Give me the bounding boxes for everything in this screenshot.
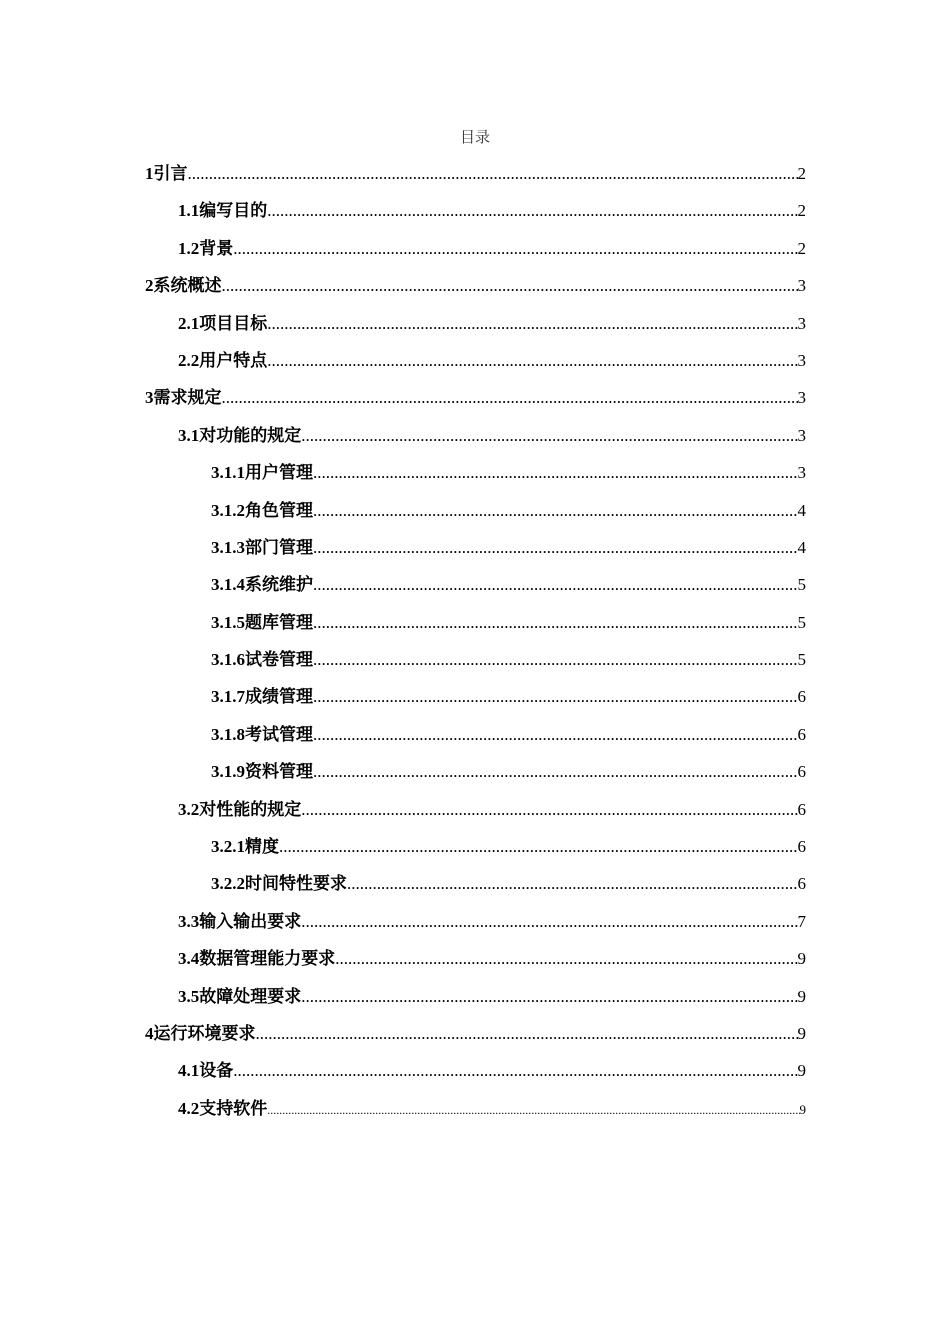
toc-entry-page: 5 xyxy=(797,575,806,595)
toc-title: 目录 xyxy=(459,130,490,146)
toc-entry-page: 5 xyxy=(797,612,806,632)
toc-dot-leader xyxy=(313,756,798,788)
toc-entry[interactable] xyxy=(145,233,806,270)
toc-entry-page: 9 xyxy=(797,986,806,1006)
toc-entry[interactable] xyxy=(145,719,806,756)
toc-entry-number: 3 xyxy=(145,388,154,408)
toc-entry-page: 7 xyxy=(797,911,806,931)
toc-entry-page: 2 xyxy=(797,201,806,221)
toc-entry-label: 故障处理要求 xyxy=(199,986,302,1006)
toc-entry-label: 用户特点 xyxy=(199,350,268,370)
toc-entry[interactable] xyxy=(145,868,806,905)
table-of-contents xyxy=(145,158,806,1130)
toc-entry-label: 需求规定 xyxy=(153,388,222,408)
toc-entry-page: 2 xyxy=(797,164,806,183)
toc-entry[interactable] xyxy=(145,831,806,868)
toc-dot-leader xyxy=(267,1094,799,1126)
toc-dot-leader xyxy=(335,943,797,975)
toc-entry-page: 3 xyxy=(797,463,806,483)
toc-entry-number: 3.1.2 xyxy=(211,500,245,520)
toc-entry-page: 2 xyxy=(797,238,806,258)
toc-entry-label: 系统概述 xyxy=(153,276,222,296)
toc-entry[interactable] xyxy=(145,457,806,494)
toc-entry-number: 1.1 xyxy=(178,201,200,221)
toc-entry-number: 3.2 xyxy=(178,799,200,819)
toc-entry-page: 3 xyxy=(797,313,806,333)
toc-dot-leader xyxy=(313,681,798,713)
toc-entry[interactable] xyxy=(145,681,806,718)
toc-dot-leader xyxy=(188,158,798,190)
toc-entry-label: 数据管理能力要求 xyxy=(199,949,336,969)
toc-entry-label: 考试管理 xyxy=(245,724,313,744)
toc-entry-label: 设备 xyxy=(199,1061,234,1081)
toc-entry[interactable] xyxy=(145,495,806,532)
toc-entry[interactable] xyxy=(145,270,806,307)
toc-entry-label: 角色管理 xyxy=(245,500,313,520)
toc-dot-leader xyxy=(267,345,797,377)
toc-entry-number: 3.1.8 xyxy=(211,724,245,744)
toc-entry-label: 资料管理 xyxy=(245,762,313,782)
toc-dot-leader xyxy=(267,308,797,340)
toc-entry-label: 编写目的 xyxy=(199,201,268,221)
toc-entry-number: 3.1.9 xyxy=(211,762,245,782)
toc-dot-leader xyxy=(301,981,797,1013)
toc-entry-number: 2.1 xyxy=(178,313,200,333)
toc-entry-number: 2 xyxy=(145,276,154,296)
toc-entry[interactable] xyxy=(145,569,806,606)
toc-entry-number: 4.2 xyxy=(178,1098,200,1118)
toc-entry-page: 3 xyxy=(797,388,806,408)
toc-entry-number: 1.2 xyxy=(178,238,200,258)
toc-entry-label: 运行环境要求 xyxy=(153,1023,256,1043)
toc-entry-number: 4.1 xyxy=(178,1061,200,1081)
toc-dot-leader xyxy=(222,382,798,414)
toc-entry-label: 精度 xyxy=(245,837,279,857)
toc-entry-number: 3.2.1 xyxy=(211,837,245,857)
toc-entry-number: 3.1 xyxy=(178,425,200,445)
toc-entry[interactable] xyxy=(145,794,806,831)
toc-entry-page: 9 xyxy=(797,949,806,969)
toc-entry-label: 背景 xyxy=(199,238,234,258)
toc-entry-number: 3.5 xyxy=(178,986,200,1006)
toc-entry[interactable] xyxy=(145,382,806,419)
toc-entry-label: 题库管理 xyxy=(245,612,313,632)
toc-entry-label: 时间特性要求 xyxy=(245,874,347,894)
toc-entry-label: 输入输出要求 xyxy=(199,911,302,931)
toc-entry-label: 试卷管理 xyxy=(245,650,313,670)
toc-entry[interactable] xyxy=(145,1093,806,1130)
toc-entry[interactable] xyxy=(145,943,806,980)
toc-entry[interactable] xyxy=(145,195,806,232)
toc-entry-number: 3.1.3 xyxy=(211,537,245,557)
toc-entry-label: 系统维护 xyxy=(245,575,313,595)
toc-entry-number: 3.1.7 xyxy=(211,687,245,707)
toc-entry[interactable] xyxy=(145,345,806,382)
toc-entry-label: 成绩管理 xyxy=(245,687,313,707)
toc-entry-page: 3 xyxy=(797,425,806,445)
toc-entry-label: 引言 xyxy=(153,164,188,183)
toc-entry-number: 3.3 xyxy=(178,911,200,931)
toc-entry-page: 9 xyxy=(797,1061,806,1081)
toc-entry-page: 6 xyxy=(797,874,806,894)
toc-entry-page: 5 xyxy=(797,650,806,670)
toc-entry[interactable] xyxy=(145,756,806,793)
toc-dot-leader xyxy=(279,831,798,863)
toc-dot-leader xyxy=(301,906,797,938)
toc-entry-page: 9 xyxy=(797,1023,806,1043)
toc-entry-page: 9 xyxy=(799,1101,806,1117)
toc-entry-number: 3.1.4 xyxy=(211,575,245,595)
toc-dot-leader xyxy=(301,794,797,826)
toc-entry-number: 1 xyxy=(145,164,154,183)
toc-dot-leader xyxy=(233,233,797,265)
toc-dot-leader xyxy=(313,569,798,601)
toc-dot-leader xyxy=(313,644,798,676)
toc-entry[interactable] xyxy=(145,981,806,1018)
toc-dot-leader xyxy=(256,1018,798,1050)
toc-dot-leader xyxy=(313,457,798,489)
toc-entry-page: 6 xyxy=(797,687,806,707)
toc-entry-page: 6 xyxy=(797,837,806,857)
toc-entry[interactable] xyxy=(145,1055,806,1092)
toc-dot-leader xyxy=(313,532,798,564)
toc-entry[interactable] xyxy=(145,308,806,345)
toc-entry-page: 6 xyxy=(797,762,806,782)
toc-entry-label: 用户管理 xyxy=(245,463,313,483)
toc-entry-label: 对性能的规定 xyxy=(199,799,302,819)
toc-dot-leader xyxy=(313,495,798,527)
toc-dot-leader xyxy=(267,195,797,227)
toc-entry-page: 3 xyxy=(797,350,806,370)
toc-entry[interactable] xyxy=(145,644,806,681)
toc-dot-leader xyxy=(313,607,798,639)
toc-entry-number: 4 xyxy=(145,1023,154,1043)
toc-entry-page: 6 xyxy=(797,799,806,819)
toc-entry-number: 3.2.2 xyxy=(211,874,245,894)
toc-entry-label: 部门管理 xyxy=(245,537,313,557)
toc-entry[interactable] xyxy=(145,607,806,644)
toc-entry[interactable] xyxy=(145,420,806,457)
toc-entry-label: 项目目标 xyxy=(199,313,268,333)
toc-dot-leader xyxy=(233,1055,797,1087)
toc-entry-page: 4 xyxy=(797,537,806,557)
toc-entry-number: 3.1.6 xyxy=(211,650,245,670)
toc-entry[interactable] xyxy=(145,532,806,569)
toc-entry-page: 3 xyxy=(797,276,806,296)
toc-dot-leader xyxy=(347,868,798,900)
toc-entry-label: 支持软件 xyxy=(199,1098,268,1118)
toc-entry[interactable] xyxy=(145,158,806,195)
toc-entry-number: 2.2 xyxy=(178,350,200,370)
toc-entry-label: 对功能的规定 xyxy=(199,425,302,445)
toc-entry-number: 3.1.1 xyxy=(211,463,245,483)
toc-entry[interactable] xyxy=(145,906,806,943)
toc-entry-page: 4 xyxy=(797,500,806,520)
toc-dot-leader xyxy=(301,420,797,452)
toc-dot-leader xyxy=(222,270,798,302)
toc-entry-number: 3.4 xyxy=(178,949,200,969)
toc-dot-leader xyxy=(313,719,798,751)
toc-entry[interactable] xyxy=(145,1018,806,1055)
toc-entry-number: 3.1.5 xyxy=(211,612,245,632)
toc-entry-page: 6 xyxy=(797,724,806,744)
